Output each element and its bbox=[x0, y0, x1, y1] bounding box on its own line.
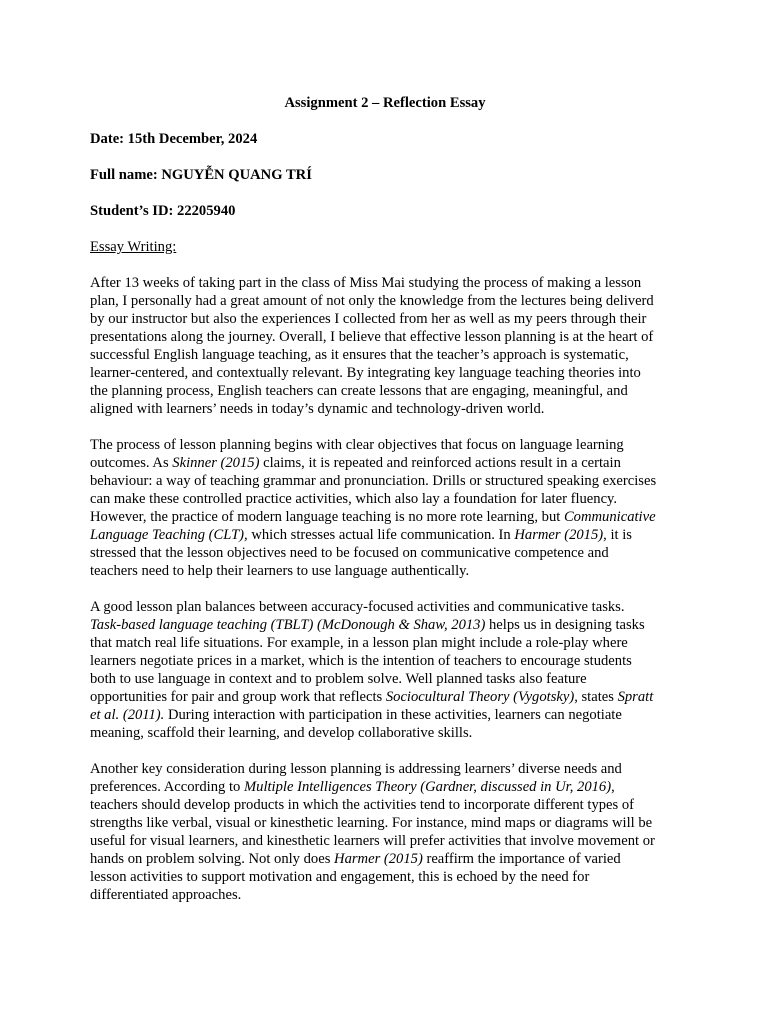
date-line: Date: 15th December, 2024 bbox=[90, 131, 258, 147]
paragraph-line bbox=[90, 526, 680, 544]
paragraph-line bbox=[90, 832, 680, 850]
paragraph-line bbox=[90, 688, 680, 706]
body-text: stressed that the lesson objectives need to be focused on communicative competence and bbox=[90, 545, 609, 561]
body-text: preferences. According to bbox=[90, 779, 244, 795]
document-page bbox=[90, 94, 680, 922]
paragraph-line bbox=[90, 364, 680, 382]
body-text: plan, I personally had a great amount of not only the knowledge from the lectures being deliverd bbox=[90, 293, 654, 309]
body-text: meaning, scaffold their learning, and develop collaborative skills. bbox=[90, 725, 473, 741]
paragraph-line bbox=[90, 562, 680, 580]
citation-text: Skinner (2015) bbox=[172, 455, 260, 471]
paragraph-line bbox=[90, 490, 680, 508]
body-text: A good lesson plan balances between accuracy-focused activities and communicative tasks. bbox=[90, 599, 625, 615]
paragraph-line bbox=[90, 868, 680, 886]
paragraph-line bbox=[90, 814, 680, 832]
body-text: After 13 weeks of taking part in the class of Miss Mai studying the process of making a lesson bbox=[90, 275, 642, 291]
body-text: by our instructor but also the experiences I collected from her as well as my peers through their bbox=[90, 311, 647, 327]
citation-text: Language Teaching (CLT), bbox=[90, 527, 248, 543]
paragraph-line bbox=[90, 292, 680, 310]
body-text: Another key consideration during lesson planning is addressing learners’ diverse needs and bbox=[90, 761, 622, 777]
paragraph-line bbox=[90, 670, 680, 688]
body-text: strengths like verbal, visual or kinesthetic learning. For instance, mind maps or diagrams will be bbox=[90, 815, 653, 831]
paragraph-line bbox=[90, 652, 680, 670]
paragraph-line bbox=[90, 400, 680, 418]
essay-paragraph bbox=[90, 760, 680, 904]
body-text: learners negotiate prices in a market, which is the intention of teachers to encourage students bbox=[90, 653, 632, 669]
citation-text: Communicative bbox=[563, 509, 656, 525]
citation-text: Multiple Intelligences Theory (Gardner, discussed in Ur, 2016) bbox=[243, 779, 612, 795]
paragraph-line bbox=[90, 310, 680, 328]
body-text: differentiated approaches. bbox=[90, 887, 242, 903]
body-text: learner-centered, and contextually relevant. By integrating key language teaching theories into bbox=[90, 365, 641, 381]
body-text: can make these controlled practice activities, which also lay a foundation for later fluency. bbox=[90, 491, 618, 507]
citation-text: Spratt bbox=[617, 689, 654, 705]
paragraph-line bbox=[90, 796, 680, 814]
essay-paragraph bbox=[90, 436, 680, 580]
body-text: successful English language teaching, as it ensures that the teacher’s approach is systematic, bbox=[90, 347, 629, 363]
paragraph-line bbox=[90, 508, 680, 526]
paragraph-line bbox=[90, 436, 680, 454]
citation-text: Harmer (2015) bbox=[334, 851, 423, 867]
paragraph-line bbox=[90, 886, 680, 904]
body-text: During interaction with participation in these activities, learners can negotiate bbox=[164, 707, 622, 723]
paragraph-line bbox=[90, 346, 680, 364]
citation-text: Sociocultural Theory (Vygotsky) bbox=[385, 689, 575, 705]
body-text: , states bbox=[574, 689, 618, 705]
body-text: opportunities for pair and group work that reflects bbox=[90, 689, 386, 705]
paragraph-line bbox=[90, 544, 680, 562]
paragraph-line bbox=[90, 778, 680, 796]
body-text: teachers need to help their learners to use language authentically. bbox=[90, 563, 470, 579]
citation-text: Task-based language teaching (TBLT) (McDonough & Shaw, 2013) bbox=[90, 617, 486, 633]
paragraph-line bbox=[90, 850, 680, 868]
body-text: claims, it is repeated and reinforced actions result in a certain bbox=[259, 455, 621, 471]
paragraph-line bbox=[90, 598, 680, 616]
body-text: However, the practice of modern language teaching is no more rote learning, but bbox=[90, 509, 564, 525]
body-text: both to use language in context and to problem solve. Well planned tasks also feature bbox=[90, 671, 587, 687]
student-id-line: Student’s ID: 22205940 bbox=[90, 203, 236, 219]
body-text: the planning process, English teachers can create lessons that are engaging, meaningful, and bbox=[90, 383, 628, 399]
body-text: hands on problem solving. Not only does bbox=[90, 851, 335, 867]
paragraph-line bbox=[90, 454, 680, 472]
body-text: that match real life situations. For example, in a lesson plan might include a role-play where bbox=[90, 635, 628, 651]
paragraph-line bbox=[90, 724, 680, 742]
full-name-line: Full name: NGUYỄN QUANG TRÍ bbox=[90, 167, 312, 183]
body-text: , it is bbox=[603, 527, 632, 543]
paragraph-line bbox=[90, 634, 680, 652]
body-text: presentations along the journey. Overall, I believe that effective lesson planning is at the heart of bbox=[90, 329, 654, 345]
body-text: behaviour: a way of teaching grammar and pronunciation. Drills or structured speaking exercises bbox=[90, 473, 657, 489]
essay-paragraph bbox=[90, 274, 680, 418]
paragraph-line bbox=[90, 328, 680, 346]
body-text: aligned with learners’ needs in today’s dynamic and technology-driven world. bbox=[90, 401, 545, 417]
essay-writing-heading: Essay Writing: bbox=[90, 239, 177, 255]
paragraph-line bbox=[90, 760, 680, 778]
body-text: outcomes. As bbox=[90, 455, 173, 471]
document-title: Assignment 2 – Reflection Essay bbox=[284, 95, 486, 111]
paragraph-line bbox=[90, 382, 680, 400]
paragraph-line bbox=[90, 616, 680, 634]
body-text: helps us in designing tasks bbox=[485, 617, 645, 633]
body-text: teachers should develop products in which the activities tend to incorporate different types of bbox=[90, 797, 634, 813]
paragraph-line bbox=[90, 274, 680, 292]
body-text: which stresses actual life communication. In bbox=[247, 527, 515, 543]
body-text: reaffirm the importance of varied bbox=[422, 851, 621, 867]
body-text: lesson activities to support motivation and engagement, this is echoed by the need for bbox=[90, 869, 590, 885]
essay-body bbox=[90, 274, 680, 904]
paragraph-line bbox=[90, 472, 680, 490]
body-text: The process of lesson planning begins with clear objectives that focus on language learning bbox=[90, 437, 624, 453]
citation-text: et al. (2011). bbox=[90, 707, 165, 723]
paragraph-line bbox=[90, 706, 680, 724]
citation-text: Harmer (2015) bbox=[514, 527, 604, 543]
body-text: useful for visual learners, and kinesthetic learners will prefer activities that involve movement or bbox=[90, 833, 655, 849]
essay-paragraph bbox=[90, 598, 680, 742]
body-text: , bbox=[611, 779, 615, 795]
